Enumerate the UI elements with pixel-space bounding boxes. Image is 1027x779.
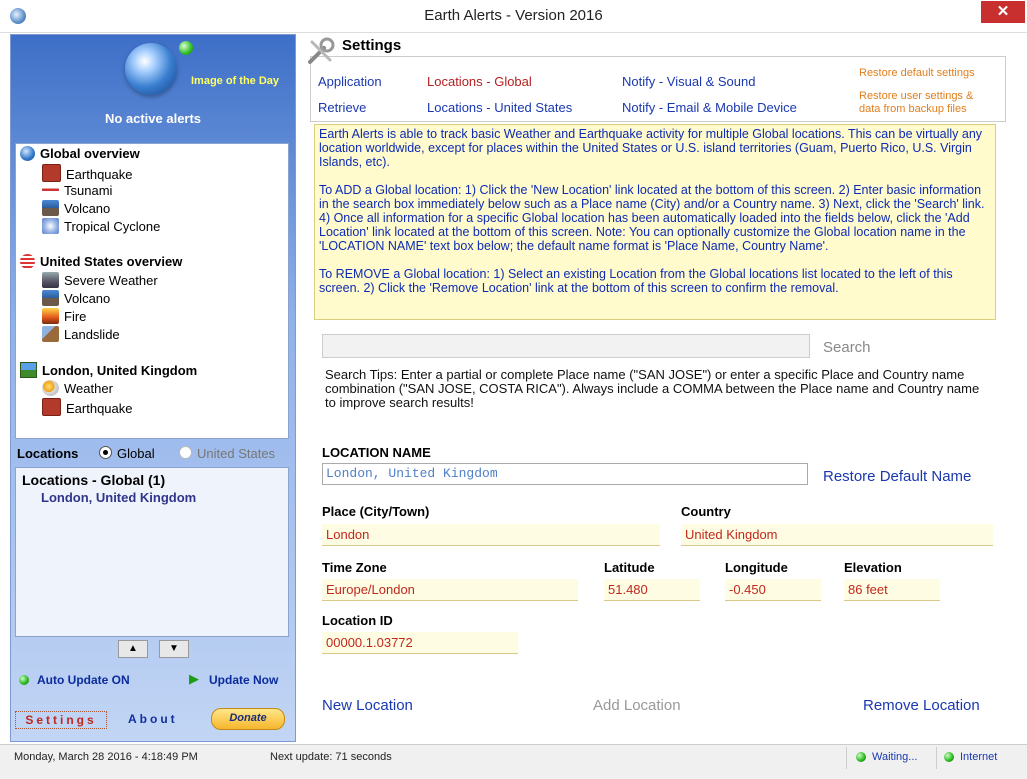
timezone-label: Time Zone (322, 560, 387, 575)
place-label: Place (City/Town) (322, 504, 430, 519)
alert-tree (15, 143, 289, 439)
status-next-update: Next update: 71 seconds (270, 751, 392, 763)
volcano-icon (42, 200, 59, 216)
auto-update-status-icon (19, 675, 29, 685)
status-bar (0, 744, 1027, 779)
donate-button[interactable]: Donate (211, 708, 285, 730)
country-field[interactable]: United Kingdom (681, 524, 993, 546)
tree-item[interactable]: Weather (42, 380, 113, 396)
landslide-icon (42, 326, 59, 342)
earthquake-icon (42, 164, 61, 182)
fire-icon (42, 308, 59, 324)
tsunami-icon (42, 182, 59, 198)
earthquake-icon (42, 398, 61, 416)
status-waiting: Waiting... (872, 751, 918, 763)
remove-location-button[interactable]: Remove Location (863, 697, 980, 714)
landscape-icon (20, 362, 37, 378)
elevation-field[interactable]: 86 feet (844, 579, 940, 601)
search-tips: Search Tips: Enter a partial or complete Place name ("SAN JOSE") or enter a specific Place and Country name combination ("SAN JOSE, COSTA RICA"). Always include a COMMA between the Place name and Country name to improve search results! (325, 367, 980, 410)
elevation-label: Elevation (844, 560, 902, 575)
latitude-field[interactable]: 51.480 (604, 579, 700, 601)
globe-icon[interactable] (125, 43, 177, 95)
wrench-icon (306, 36, 336, 66)
waiting-status-icon (856, 752, 866, 762)
settings-link[interactable]: Settings (15, 711, 107, 729)
tree-item[interactable]: Volcano (42, 200, 110, 216)
new-location-button[interactable]: New Location (322, 697, 413, 714)
locations-label: Locations (17, 446, 79, 461)
alert-status: No active alerts (104, 111, 202, 126)
restore-user-settings-link[interactable]: Restore user settings & (859, 90, 974, 102)
radio-global[interactable]: Global (99, 446, 155, 461)
timezone-field[interactable]: Europe/London (322, 579, 578, 601)
play-icon: ▶ (189, 671, 199, 686)
status-internet: Internet (960, 751, 998, 763)
search-button[interactable]: Search (823, 339, 871, 356)
move-down-button[interactable]: ▼ (159, 640, 189, 658)
tree-item[interactable]: Fire (42, 308, 86, 324)
auto-update-toggle[interactable]: Auto Update ON (37, 673, 130, 687)
internet-status-icon (944, 752, 954, 762)
info-box (314, 124, 996, 320)
place-field[interactable]: London (322, 524, 660, 546)
title-bar (0, 0, 1027, 33)
latitude-label: Latitude (604, 560, 655, 575)
restore-default-settings-link[interactable]: Restore default settings (859, 67, 975, 79)
move-up-button[interactable]: ▲ (118, 640, 148, 658)
radio-us-indicator[interactable] (179, 446, 192, 459)
volcano-icon (42, 290, 59, 306)
restore-user-settings-link-line2[interactable]: data from backup files (859, 103, 967, 115)
location-id-label: Location ID (322, 613, 393, 628)
status-divider (846, 747, 847, 769)
status-divider (936, 747, 937, 769)
settings-panel (306, 34, 1018, 740)
status-dot-icon (179, 41, 193, 55)
location-item-london[interactable]: London, United Kingdom (41, 490, 197, 505)
tree-item[interactable]: Earthquake (42, 398, 133, 416)
image-of-the-day-link[interactable]: Image of the Day (191, 75, 280, 87)
sidebar (10, 34, 296, 742)
tree-item[interactable]: Severe Weather (42, 272, 158, 288)
search-input[interactable] (322, 334, 810, 358)
tab-notify-visual[interactable]: Notify - Visual & Sound (622, 74, 756, 89)
info-paragraph: Earth Alerts is able to track basic Weather and Earthquake activity for multiple Global locations. This can be virtually any location worldwide, except for places within the United States or U.S. island territories (Guam, Puerto Rico, U.S. Virgin Islands, etc). (319, 127, 983, 169)
tab-notify-email[interactable]: Notify - Email & Mobile Device (622, 100, 797, 115)
tree-item[interactable]: Volcano (42, 290, 110, 306)
status-datetime: Monday, March 28 2016 - 4:18:49 PM (14, 751, 198, 763)
radio-global-indicator[interactable] (99, 446, 112, 459)
locations-list-header: Locations - Global (1) (22, 472, 166, 488)
tree-item[interactable]: Tropical Cyclone (42, 218, 160, 234)
tab-locations-global[interactable]: Locations - Global (427, 74, 532, 89)
info-paragraph: To ADD a Global location: 1) Click the 'New Location' link located at the bottom of this screen. 2) Enter basic information in the search box immediately below such as a Place name (City) and/or a Country name. 3) Next, click the 'Search' link. 4) Once all information for a specific Global location has been automatically loaded into the fields below, click the 'Add Location' link located at the bottom of this screen. Note: You can optionally customize the Global location name in the 'LOCATION NAME' text box below; the default name format is 'Place Name, Country Name'. (319, 183, 985, 253)
update-now-button[interactable]: Update Now (209, 673, 279, 687)
country-label: Country (681, 504, 731, 519)
cyclone-icon (42, 218, 59, 234)
tab-application[interactable]: Application (318, 74, 382, 89)
tab-locations-us[interactable]: Locations - United States (427, 100, 573, 115)
add-location-button[interactable]: Add Location (593, 697, 681, 714)
tab-retrieve[interactable]: Retrieve (318, 100, 367, 115)
tree-group-london[interactable]: London, United Kingdom (20, 362, 197, 378)
settings-title: Settings (339, 37, 404, 54)
locations-filter (15, 445, 291, 465)
severe-weather-icon (42, 272, 59, 288)
longitude-label: Longitude (725, 560, 788, 575)
about-link[interactable]: About (128, 712, 178, 726)
info-paragraph: To REMOVE a Global location: 1) Select an existing Location from the Global locations list located to the left of this screen. 2) Click the 'Remove Location' link at the bottom of this screen to confirm the removal. (319, 267, 953, 295)
weather-icon (42, 380, 59, 396)
location-name-label: LOCATION NAME (322, 445, 431, 460)
restore-default-name-link[interactable]: Restore Default Name (823, 468, 972, 485)
close-button[interactable]: ✕ (981, 1, 1025, 23)
longitude-field[interactable]: -0.450 (725, 579, 821, 601)
tree-item[interactable]: Tsunami (42, 182, 112, 198)
location-name-input[interactable]: London, United Kingdom (322, 463, 808, 485)
radio-united-states[interactable]: United States (179, 446, 275, 461)
tree-group-global[interactable]: Global overview (20, 146, 140, 161)
tree-group-us[interactable]: United States overview (20, 254, 182, 269)
globe-icon (20, 146, 35, 161)
tree-item[interactable]: Landslide (42, 326, 120, 342)
window-title: Earth Alerts - Version 2016 (424, 7, 603, 24)
tree-item[interactable]: Earthquake (42, 164, 133, 182)
location-id-field[interactable]: 00000.1.03772 (322, 632, 518, 654)
us-flag-icon (20, 254, 35, 269)
locations-list[interactable] (15, 467, 289, 637)
